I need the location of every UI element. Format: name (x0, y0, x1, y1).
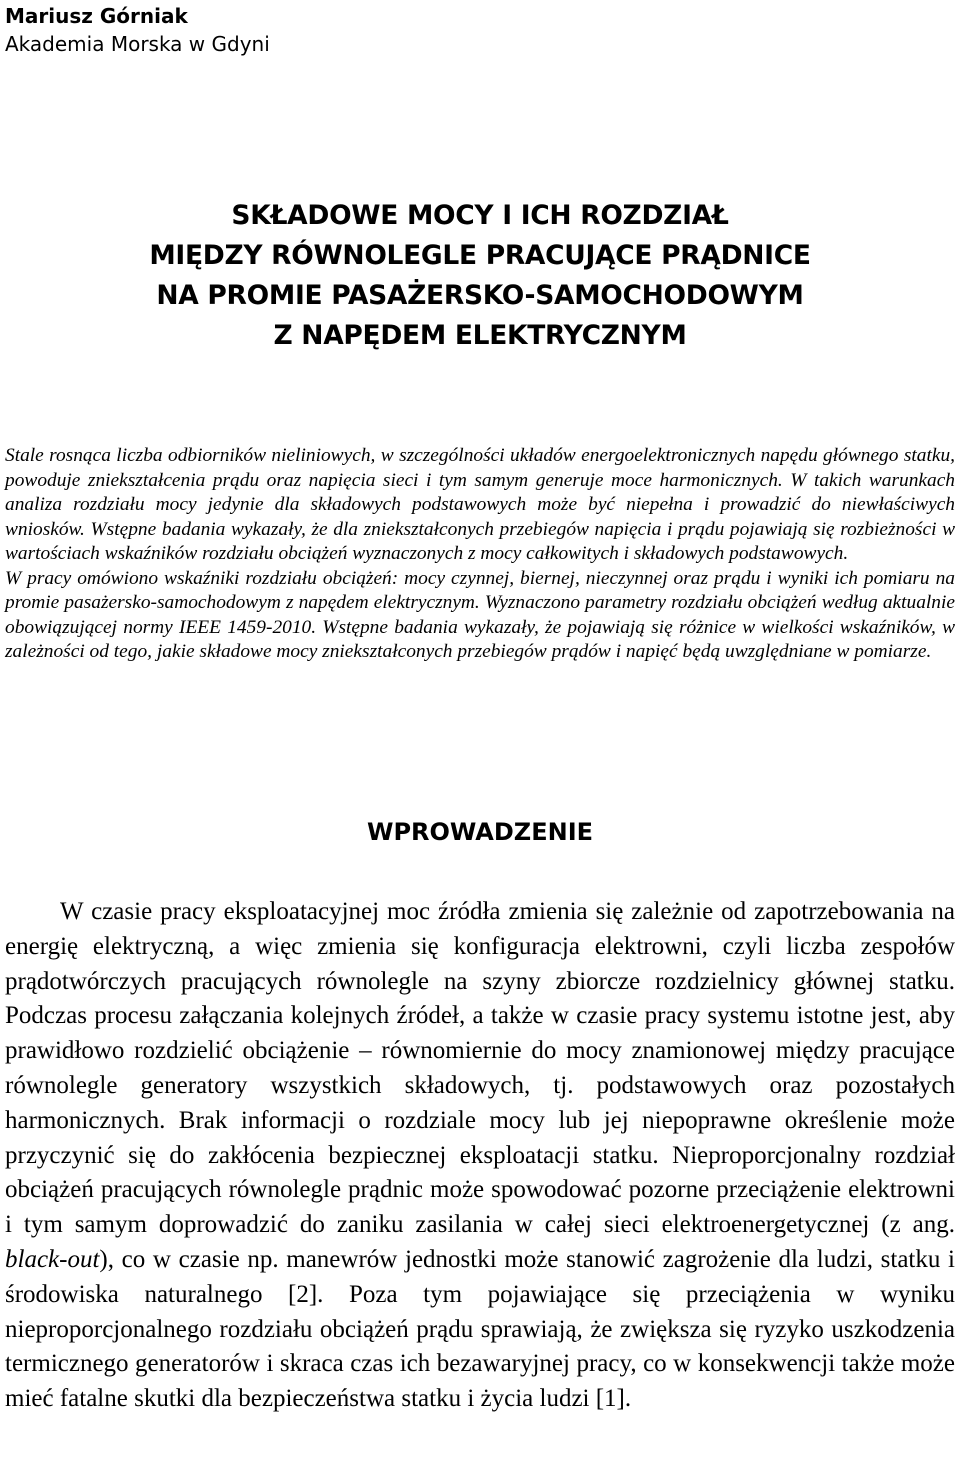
title-line: SKŁADOWE MOCY I ICH ROZDZIAŁ (231, 200, 729, 231)
title-line: Z NAPĘDEM ELEKTRYCZNYM (273, 320, 687, 351)
body-text (5, 895, 955, 1417)
body-text-segment: W czasie pracy eksploatacyjnej moc źródła zmienia się zależnie od zapotrzebowania na energię elektryczną, a więc zmienia się konfiguracja elektrowni, czyli liczba zespołów prądotwórczych pracujących równolegle na szyny zbiorcze rozdzielnicy głównej statku. Podczas procesu załączania kolejnych źródeł, a także w czasie pracy systemu istotne jest, aby prawidłowo rozdzielić obciążenie – równomiernie do mocy znamionowej między pracujące równolegle generatory wszystkich składowych, tj. podstawowych oraz pozostałych harmonicznych. Brak informacji o rozdziale mocy lub jej niepoprawne określenie może przyczynić się do zakłócenia bezpiecznej eksploatacji statku. Nieproporcjonalny rozdział obciążeń pracujących równolegle prądnic może spowodować pozorne przeciążenie elektrowni i tym samym doprowadzić do zaniku zasilania w całej sieci elektroenergetycznej (z ang. (5, 898, 955, 1239)
paper-title (0, 196, 960, 356)
body-paragraph (5, 895, 955, 1417)
author-name: Mariusz Górniak (5, 4, 188, 28)
author-affiliation: Akademia Morska w Gdyni (5, 32, 270, 56)
author-block (5, 2, 270, 58)
abstract-paragraph: W pracy omówiono wskaźniki rozdziału obciążeń: mocy czynnej, biernej, nieczynnej oraz prądu i wyniki ich pomiaru na promie pasażersko-samochodowym z napędem elektrycznym. Wyznaczono parametry rozdziału obciążeń według aktualnie obowiązującej normy IEEE 1459-2010. Wstępne badania wykazały, że pojawiają się różnice w wielkości wskaźników, w zależności od tego, jakie składowe mocy zniekształconych przebiegów prądów i napięć będą uwzględniane w pomiarze. (5, 567, 955, 662)
italic-term: black-out (5, 1245, 100, 1273)
title-line: MIĘDZY RÓWNOLEGLE PRACUJĄCE PRĄDNICE (149, 240, 811, 271)
section-heading: WPROWADZENIE (366, 818, 594, 846)
title-line: NA PROMIE PASAŻERSKO-SAMOCHODOWYM (156, 280, 804, 311)
abstract-paragraph: Stale rosnąca liczba odbiorników nieliniowych, w szczególności układów energoelektronicznych napędu głównego statku, powoduje zniekształcenia prądu oraz napięcia sieci i tym samym generuje moce harmonicznych. W takich warunkach analiza rozdziału mocy jedynie dla składowych podstawowych może być niepełna i prowadzić do niewłaściwych wniosków. Wstępne badania wykazały, że dla zniekształconych przebiegów napięcia i prądu pojawiają się rozbieżności w wartościach wskaźników rozdziału obciążeń wyznaczonych z mocy całkowitych i składowych podstawowych. (5, 445, 955, 564)
abstract (5, 444, 955, 665)
body-text-segment: ), co w czasie np. manewrów jednostki może stanowić zagrożenie dla ludzi, statku i środowiska naturalnego [2]. Poza tym pojawiające się przeciążenia w wyniku nieproporcjonalnego rozdziału obciążeń prądu sprawiają, że zwiększa się ryzyko uszkodzenia termicznego generatorów i skraca czas ich bezawaryjnej pracy, co w konsekwencji także może mieć fatalne skutki dla bezpieczeństwa statku i życia ludzi [1]. (5, 1245, 955, 1413)
